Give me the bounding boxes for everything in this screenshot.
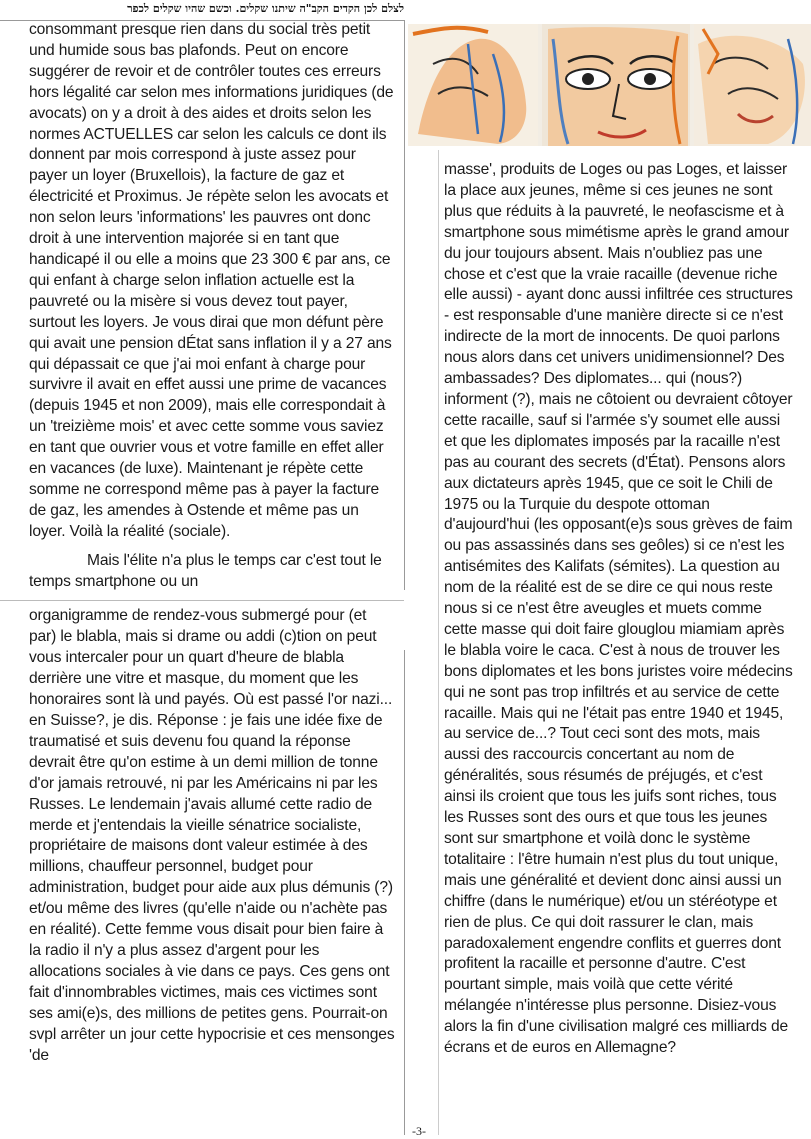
scan-rule-vertical bbox=[404, 20, 405, 590]
right-column bbox=[444, 160, 796, 1059]
left-paragraph-2-text: Mais l'élite n'a plus le temps car c'est tout le temps smartphone ou un bbox=[29, 551, 382, 590]
left-paragraph-3: organigramme de rendez-vous submergé pour (et par) le blabla, mais si drame ou addi (c)tion on peut vous intercaler pour un quart d'heure de blabla derrière une vitre et masque, du moment que les honoraires sont là und payés. Où est passé l'or nazi... en Suisse?, je dis. Réponse : je fais une idée fixe de traumatisé et suis devenu fou quand la réponse devrait être qu'on estime à un demi million de tonne d'or jamais retrouvé, ni par les Américains ni par les Russes. Le lendemain j'avais allumé cette radio de merde et j'entendais la vieille sénatrice socialiste, propriétaire de maisons dont valeur estimée à des millions, chauffeur personnel, budget pour administration, budget pour aide aux plus démunis (?) et/ou même des livres (qu'elle n'aide ou n'achète pas en réalité). Cette femme vous disait pour bien faire à la radio il n'y a plus assez d'argent pour les allocations sociales à vie dans ce pays. Ces gens ont fait d'innombrables victimes, mais ces victimes sont ses ami(e)s, des millions de petites gens. Pourrait-on svpl arrêter un jour cette hypocrisie et ces mensonges 'de bbox=[29, 607, 395, 1064]
scan-rule-right-col bbox=[438, 150, 439, 1135]
painted-faces-artwork bbox=[408, 24, 811, 146]
right-paragraph: masse', produits de Loges ou pas Loges, et laisser la place aux jeunes, même si ces jeunes ne sont plus que réduits à la pauvreté, le neofascisme et à smartphone sous mimétisme après le grand amour du jour toujours absent. Mais n'oubliez pas une chose et c'est que la vraie racaille (devenue riche elle aussi) - ayant donc aussi infiltrée ces structures - est responsable d'une manière directe si ce n'est indirecte de la mort de innocents. De quoi parlons nous alors dans cet univers unidimensionnel? Des ambassades? Des diplomates... qui (nous?) informent (?), mais ne côtoient ou devraient côtoyer cette racaille, sauf si l'armée s'y soumet elle aussi et que les diplomates imposés par la racaille n'est pas au courant des secrets (d'État). Pensons alors aux dictateurs après 1945, que ce soit le Chili de 1975 ou la Turquie du despote ottoman d'aujourd'hui (les opposant(e)s sous grèves de faim ou pas assassinés dans ses geôles) si ce n'est les antisémites des Kalifats (sémites). La question au nom de la réalité est de se dire ce qui nous reste nous si ce n'est être aveugles et muets comme cette masse qui doit faire glouglou miamiam après le blabla voire le caca. C'est à nous de trouver les bons diplomates et les bons juristes voire médecins qui ne sont pas trop infiltrés et au service de cette racaille. Mais qui ne l'était pas entre 1940 et 1945, au service de...? Tout ceci sont des mots, mais aussi des raccourcis concertant au nom de généralités, sous résumés de préjugés, et c'est ainsi ils croient que tous les juifs sont riches, tous les Russes sont des ours et que tous les jeunes sont sur smartphone et voilà donc le système totalitaire : l'être humain n'est plus du tout unique, mais une généralité et devient donc ainsi aussi un chiffre (dans le numérique) et/ou un stéréotype et rien de plus. Ce qui doit rassurer le clan, mais paradoxalement engendre conflits et guerres dont profitent la racaille et personne d'autre. C'est pourtant simple, mais voilà que cette vérité mélangée n'intéresse plus personne. Disiez-vous alors la fin d'une civilisation malgré ces milliards de écrans et de euros en Allemagne? bbox=[444, 161, 793, 1057]
page-number: -3- bbox=[412, 1124, 426, 1138]
hebrew-header-text: לצלם לכן הקדים הקב"ה שיתנו שקלים. וכשם שהיו שקלים לכפר bbox=[127, 2, 404, 15]
left-paragraph-1: consommant presque rien dans du social très petit und humide sous bas plafonds. Peut on encore suggérer de revoir et de contrôler toutes ces erreurs hors légalité car selon mes informations juridiques (de avocats) on y a droit à des aides et droits selon les normes ACTUELLES car selon les calculs ce dont ils donnent par mois correspond à juste assez pour payer un loyer (Bruxellois), la facture de gaz et électricité et Proximus. Je répète selon les avocats et non selon leurs 'informations' les pauvres ont donc droit à une intervention majorée si en tant que handicapé il ou elle a moins que 23 300 € par ans, ce qui enfant à charge selon inflation actuelle est la pauvreté ou la misère si vous devez tout payer, surtout les loyers. Je vous dirai que mon défunt père qui avait une pension dÉtat sans inflation il y a 27 ans qui dépassait ce que j'ai moi enfant à charge pour survivre il avait en effet aussi une prime de vacances (depuis 1945 et non 2009), mais elle correspondait à un 'treizième mois' et avec cette somme vous saviez en tant que ouvrier vous et votre famille en effet aller en vacances (de luxe). Maintenant je répète cette somme ne correspond même pas à payer la facture de gaz, les amendes à Ostende et même pas un loyer. Voilà la réalité (sociale). bbox=[29, 21, 394, 540]
left-column bbox=[29, 20, 395, 1066]
scan-rule-vertical-lower bbox=[404, 650, 405, 1135]
left-paragraph-2 bbox=[29, 551, 395, 593]
artwork-illustration bbox=[408, 24, 811, 146]
